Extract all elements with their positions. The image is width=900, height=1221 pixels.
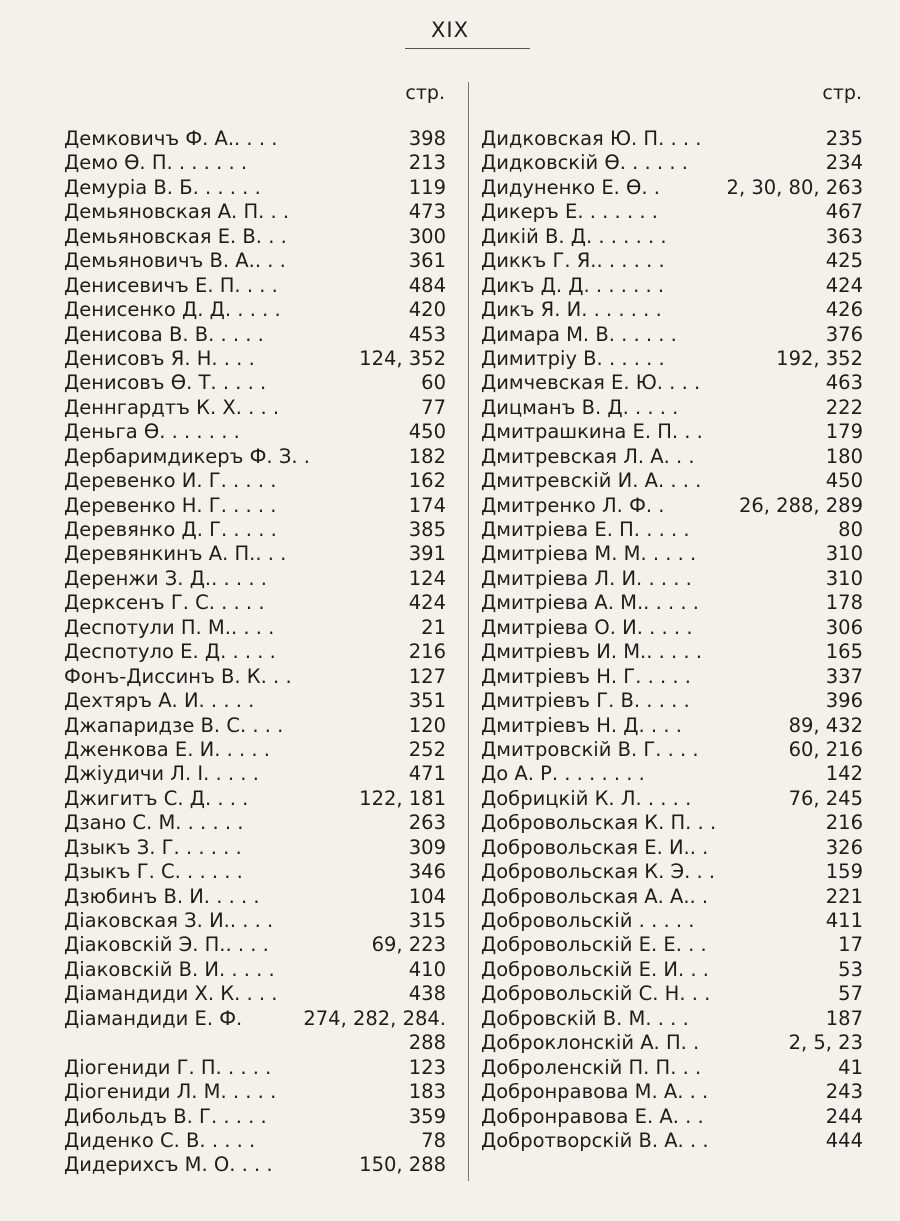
index-entry — [64, 567, 446, 591]
entry-name: Дибольдъ В. Г. . . . . — [64, 1104, 267, 1128]
entry-name: Дидковскій Ѳ. . . . . . — [481, 151, 688, 175]
entry-name: Дмитровскій В. Г. . . . — [481, 737, 699, 761]
entry-pages: 310 — [825, 566, 863, 590]
index-entry — [64, 469, 446, 493]
entry-name: Дерксенъ Г. С. . . . . — [64, 591, 265, 615]
entry-pages: 450 — [825, 469, 863, 493]
entry-pages: 274, 282, 284. — [303, 1006, 446, 1030]
index-entry — [481, 811, 863, 835]
entry-pages: 221 — [825, 884, 863, 908]
entry-name: Дмитрашкина Е. П. . . — [481, 420, 703, 444]
index-entry — [64, 225, 446, 249]
entry-pages: 346 — [408, 860, 446, 884]
entry-pages: 69, 223 — [371, 933, 446, 957]
entry-name: Дикъ Я. И. . . . . . . — [481, 298, 662, 322]
index-entry — [64, 1056, 446, 1080]
entry-pages: 187 — [825, 1006, 863, 1030]
entry-pages: 222 — [825, 395, 863, 419]
entry-name: Дицманъ В. Д. . . . . — [481, 395, 679, 419]
entry-pages: 21 — [421, 615, 446, 639]
entry-pages: 119 — [408, 175, 446, 199]
entry-pages: 263 — [408, 811, 446, 835]
index-entry — [64, 1153, 446, 1177]
index-entry — [481, 982, 863, 1006]
entry-pages: 76, 245 — [788, 786, 863, 810]
entry-pages: 396 — [825, 689, 863, 713]
entry-pages: 53 — [838, 957, 863, 981]
index-entry — [481, 347, 863, 371]
entry-name: Денисенко Д. Д. . . . . — [64, 298, 281, 322]
entry-name: Дербаримдикеръ Ф. З. . — [64, 444, 310, 468]
entry-pages: 337 — [825, 664, 863, 688]
entry-pages: 398 — [408, 127, 446, 150]
index-entry — [64, 591, 446, 615]
entry-name: Диденко С. В. . . . . — [64, 1128, 256, 1152]
entry-pages: 471 — [408, 762, 446, 786]
index-entry — [64, 787, 446, 811]
right-page-column-label: стр. — [822, 82, 862, 104]
entry-pages: 41 — [838, 1055, 863, 1079]
index-entry — [481, 1031, 863, 1055]
index-entry — [481, 249, 863, 273]
entry-name: Добровольскій . . . . . — [481, 909, 695, 932]
entry-pages: 192, 352 — [776, 346, 863, 370]
entry-name: Дмитріевъ Г. В. . . . . — [481, 689, 690, 713]
index-entry — [481, 274, 863, 298]
index-entry — [64, 640, 446, 664]
entry-pages: 361 — [408, 249, 446, 273]
entry-pages: 174 — [408, 493, 446, 517]
index-entry — [481, 933, 863, 957]
index-entry — [481, 127, 863, 151]
index-entry — [64, 982, 446, 1006]
entry-name: Демуріа В. Б. . . . . . — [64, 175, 261, 199]
entry-pages: 424 — [408, 591, 446, 615]
entry-pages: 243 — [825, 1080, 863, 1104]
index-entry — [64, 836, 446, 860]
entry-name: Діамандиди Е. Ф. — [64, 1006, 243, 1030]
entry-pages: 213 — [408, 151, 446, 175]
entry-name: Дзыкъ З. Г. . . . . . — [64, 835, 242, 859]
index-entry — [481, 665, 863, 689]
index-entry — [64, 909, 446, 933]
index-entry — [64, 762, 446, 786]
entry-pages: 182 — [408, 444, 446, 468]
index-entry — [64, 1031, 446, 1055]
entry-pages: 120 — [408, 713, 446, 737]
entry-pages: 127 — [408, 664, 446, 688]
entry-pages: 473 — [408, 200, 446, 224]
entry-name: До А. Р. . . . . . . . — [481, 762, 645, 786]
entry-name: Діогениди Г. П. . . . . — [64, 1055, 272, 1079]
index-entry — [481, 591, 863, 615]
entry-name: Дидерихсъ М. О. . . . — [64, 1153, 273, 1177]
entry-name: Добровольскій Е. И. . . — [481, 957, 709, 981]
entry-name: Діаковская З. И.. . . . — [64, 909, 274, 932]
entry-name: Добровольская Е. И.. . — [481, 835, 709, 859]
entry-name: Дикеръ Е. . . . . . . — [481, 200, 658, 224]
entry-name: Дидковская Ю. П. . . . — [481, 127, 702, 150]
entry-name: Дзано С. М. . . . . . — [64, 811, 244, 835]
index-entry — [481, 909, 863, 933]
entry-name: Денисова В. В. . . . . — [64, 322, 264, 346]
index-entry — [64, 396, 446, 420]
index-entry — [481, 494, 863, 518]
index-entry — [481, 151, 863, 175]
entry-name: Демьяновская А. П. . . — [64, 200, 290, 224]
entry-name: Добровольская К. Э. . . — [481, 860, 716, 884]
entry-name: Джигитъ С. Д. . . . — [64, 786, 249, 810]
index-entry — [481, 738, 863, 762]
index-entry — [481, 787, 863, 811]
entry-name: Деспотуло Е. Д. . . . . — [64, 640, 276, 664]
entry-name: Деннгардтъ К. Х. . . . — [64, 395, 280, 419]
index-entry — [64, 371, 446, 395]
index-entry — [64, 738, 446, 762]
entry-pages: 216 — [408, 640, 446, 664]
index-entry — [64, 665, 446, 689]
entry-pages: 252 — [408, 737, 446, 761]
index-entry — [64, 542, 446, 566]
entry-pages: 235 — [825, 127, 863, 150]
column-divider — [468, 82, 469, 1181]
entry-name: Димитріу В. . . . . . — [481, 346, 665, 370]
entry-pages: 425 — [825, 249, 863, 273]
index-entry — [481, 714, 863, 738]
entry-name: Добровольскій С. Н. . . — [481, 982, 711, 1006]
entry-name: Дмитревскій И. А. . . . — [481, 469, 702, 493]
entry-name: Дикъ Д. Д. . . . . . . — [481, 273, 665, 297]
entry-pages: 124 — [408, 566, 446, 590]
entry-name: Дмитріева Л. И. . . . . — [481, 566, 692, 590]
entry-pages: 450 — [408, 420, 446, 444]
entry-name: Деспотули П. М.. . . . — [64, 615, 275, 639]
index-entry — [481, 1129, 863, 1153]
entry-name: Діамандиди Х. К. . . . — [64, 982, 278, 1006]
entry-name: Дидуненко Е. Ѳ. . — [481, 175, 660, 199]
entry-name: Діогениди Л. М. . . . . — [64, 1080, 277, 1104]
index-entry — [64, 811, 446, 835]
index-entry — [481, 518, 863, 542]
index-entry — [481, 225, 863, 249]
entry-pages: 288 — [408, 1031, 446, 1055]
entry-pages: 376 — [825, 322, 863, 346]
index-entry — [64, 323, 446, 347]
index-entry — [64, 127, 446, 151]
entry-pages: 180 — [825, 444, 863, 468]
entry-name: Добронравова М. А. . . — [481, 1080, 709, 1104]
entry-pages: 162 — [408, 469, 446, 493]
entry-pages: 363 — [825, 224, 863, 248]
index-entry — [481, 689, 863, 713]
entry-pages: 60, 216 — [788, 737, 863, 761]
index-entry — [64, 176, 446, 200]
entry-name: Доброклонскій А. П. . — [481, 1031, 700, 1055]
entry-name: Дзюбинъ В. И. . . . . — [64, 884, 260, 908]
entry-pages: 178 — [825, 591, 863, 615]
index-entry — [481, 542, 863, 566]
entry-name: Добротворскій В. А. . . — [481, 1128, 709, 1152]
index-entry — [64, 249, 446, 273]
entry-pages: 234 — [825, 151, 863, 175]
entry-name: Диккъ Г. Я.. . . . . . — [481, 249, 665, 273]
entry-pages: 300 — [408, 224, 446, 248]
entry-pages: 123 — [408, 1055, 446, 1079]
entry-pages: 410 — [408, 957, 446, 981]
index-entry — [481, 176, 863, 200]
entry-pages: 150, 288 — [359, 1153, 446, 1177]
index-entry — [64, 200, 446, 224]
entry-name: Добровольскій Е. Е. . . — [481, 933, 707, 957]
entry-pages: 77 — [421, 395, 446, 419]
entry-pages: 426 — [825, 298, 863, 322]
page-number: XIX — [431, 18, 469, 42]
entry-pages: 26, 288, 289 — [738, 493, 863, 517]
left-page-column-label: стр. — [405, 82, 445, 104]
index-entry — [64, 445, 446, 469]
entry-pages: 306 — [825, 615, 863, 639]
entry-pages: 244 — [825, 1104, 863, 1128]
entry-name: Деревенко И. Г. . . . . — [64, 469, 277, 493]
index-entry — [64, 958, 446, 982]
entry-name: Дикій В. Д. . . . . . . — [481, 224, 667, 248]
entry-name: Джіудичи Л. І. . . . . — [64, 762, 259, 786]
index-entry — [64, 689, 446, 713]
entry-name: Денисовъ Я. Н. . . . — [64, 346, 255, 370]
index-entry — [64, 933, 446, 957]
entry-pages: 359 — [408, 1104, 446, 1128]
index-entry — [481, 616, 863, 640]
index-entry — [481, 200, 863, 224]
index-entry — [64, 420, 446, 444]
entry-name: Дмитріева А. М.. . . . . — [481, 591, 699, 615]
index-entry — [64, 714, 446, 738]
entry-name: Дмитріева Е. П. . . . . — [481, 518, 690, 541]
entry-name: Демьяновичъ В. А.. . . — [64, 249, 286, 273]
entry-name: Демьяновская Е. В. . . — [64, 224, 287, 248]
entry-name: Добровольская К. П. . . — [481, 811, 717, 835]
entry-pages: 391 — [408, 542, 446, 566]
entry-pages: 420 — [408, 298, 446, 322]
entry-name: Денисовъ Ѳ. Т. . . . . — [64, 371, 267, 395]
entry-name: Джапаридзе В. С. . . . — [64, 713, 284, 737]
index-entry — [64, 298, 446, 322]
entry-pages: 179 — [825, 420, 863, 444]
entry-pages: 165 — [825, 640, 863, 664]
entry-pages: 444 — [825, 1128, 863, 1152]
entry-pages: 438 — [408, 982, 446, 1006]
index-entry — [64, 1007, 446, 1031]
entry-name: Дехтяръ А. И. . . . . — [64, 689, 255, 713]
index-entry — [64, 518, 446, 542]
index-entry — [64, 1105, 446, 1129]
index-entry — [481, 420, 863, 444]
entry-pages: 183 — [408, 1080, 446, 1104]
index-entry — [481, 445, 863, 469]
entry-pages: 467 — [825, 200, 863, 224]
entry-name: Дзыкъ Г. С. . . . . . — [64, 860, 243, 884]
entry-pages: 104 — [408, 884, 446, 908]
entry-name: Денисевичъ Е. П. . . . — [64, 273, 278, 297]
index-entry — [481, 958, 863, 982]
entry-name: Добровскій В. М. . . . — [481, 1006, 689, 1030]
entry-name: Деренжи З. Д.. . . . . — [64, 566, 267, 590]
entry-pages: 310 — [825, 542, 863, 566]
entry-pages: 89, 432 — [788, 713, 863, 737]
index-entry — [64, 616, 446, 640]
index-entry — [481, 567, 863, 591]
index-entry — [481, 469, 863, 493]
entry-pages: 124, 352 — [359, 346, 446, 370]
entry-pages: 411 — [825, 909, 863, 932]
entry-name: Фонъ-Диссинъ В. К. . . — [64, 664, 292, 688]
entry-pages: 385 — [408, 518, 446, 541]
entry-pages: 326 — [825, 835, 863, 859]
index-entry — [64, 1129, 446, 1153]
entry-name: Добровольская А. А.. . — [481, 884, 709, 908]
entry-pages: 78 — [421, 1128, 446, 1152]
index-entry — [64, 885, 446, 909]
entry-pages: 315 — [408, 909, 446, 932]
entry-pages: 453 — [408, 322, 446, 346]
entry-pages: 57 — [838, 982, 863, 1006]
index-entry — [64, 860, 446, 884]
index-entry — [64, 274, 446, 298]
index-entry — [481, 1007, 863, 1031]
entry-name: Діаковскій В. И. . . . . — [64, 957, 275, 981]
entry-name: Діаковскій Э. П.. . . . — [64, 933, 269, 957]
entry-pages: 309 — [408, 835, 446, 859]
entry-name: Дмитріева М. М. . . . . — [481, 542, 697, 566]
entry-name: Дмитріевъ Н. Д. . . . — [481, 713, 682, 737]
entry-name: Дмитріева О. И. . . . . — [481, 615, 693, 639]
index-entry — [481, 860, 863, 884]
index-entry — [481, 640, 863, 664]
entry-name: Дмитріевъ Н. Г. . . . . — [481, 664, 691, 688]
entry-pages: 159 — [825, 860, 863, 884]
right-index-column — [481, 127, 863, 1153]
entry-name: Деревянкинъ А. П.. . . — [64, 542, 287, 566]
index-entry — [64, 1080, 446, 1104]
index-entry — [64, 347, 446, 371]
entry-name: Деревенко Н. Г. . . . . — [64, 493, 277, 517]
index-entry — [481, 885, 863, 909]
index-entry — [481, 323, 863, 347]
entry-pages: 484 — [408, 273, 446, 297]
entry-name: Деньга Ѳ. . . . . . . — [64, 420, 240, 444]
index-entry — [481, 298, 863, 322]
entry-name: Деревянко Д. Г. . . . . — [64, 518, 277, 541]
index-entry — [481, 836, 863, 860]
entry-name: Доброленскій П. П. . . — [481, 1055, 702, 1079]
entry-name: Димара М. В. . . . . . — [481, 322, 677, 346]
entry-pages: 142 — [825, 762, 863, 786]
entry-name: Димчевская Е. Ю. . . . — [481, 371, 701, 395]
entry-pages: 216 — [825, 811, 863, 835]
index-entry — [481, 371, 863, 395]
entry-name: Добронравова Е. А. . . — [481, 1104, 704, 1128]
index-entry — [64, 151, 446, 175]
index-entry — [481, 1056, 863, 1080]
header-rule — [405, 48, 530, 49]
entry-pages: 17 — [838, 933, 863, 957]
entry-pages: 60 — [421, 371, 446, 395]
entry-name: Демковичъ Ф. А.. . . . — [64, 127, 278, 150]
entry-name: Демо Ѳ. П. . . . . . . — [64, 151, 248, 175]
entry-pages: 2, 5, 23 — [788, 1031, 863, 1055]
entry-pages: 2, 30, 80, 263 — [726, 175, 863, 199]
entry-pages: 80 — [838, 518, 863, 541]
entry-pages: 122, 181 — [359, 786, 446, 810]
entry-pages: 424 — [825, 273, 863, 297]
index-entry — [481, 1105, 863, 1129]
entry-pages: 351 — [408, 689, 446, 713]
index-entry — [481, 762, 863, 786]
entry-name: Дмитренко Л. Ф. . — [481, 493, 665, 517]
index-entry — [481, 396, 863, 420]
index-entry — [481, 1080, 863, 1104]
index-entry — [64, 494, 446, 518]
left-index-column — [64, 127, 446, 1178]
entry-name: Дмитріевъ И. М.. . . . . — [481, 640, 703, 664]
entry-pages: 463 — [825, 371, 863, 395]
entry-name: Дженкова Е. И. . . . . — [64, 737, 270, 761]
entry-name: Дмитревская Л. А. . . — [481, 444, 695, 468]
entry-name: Добрицкій К. Л. . . . . — [481, 786, 692, 810]
